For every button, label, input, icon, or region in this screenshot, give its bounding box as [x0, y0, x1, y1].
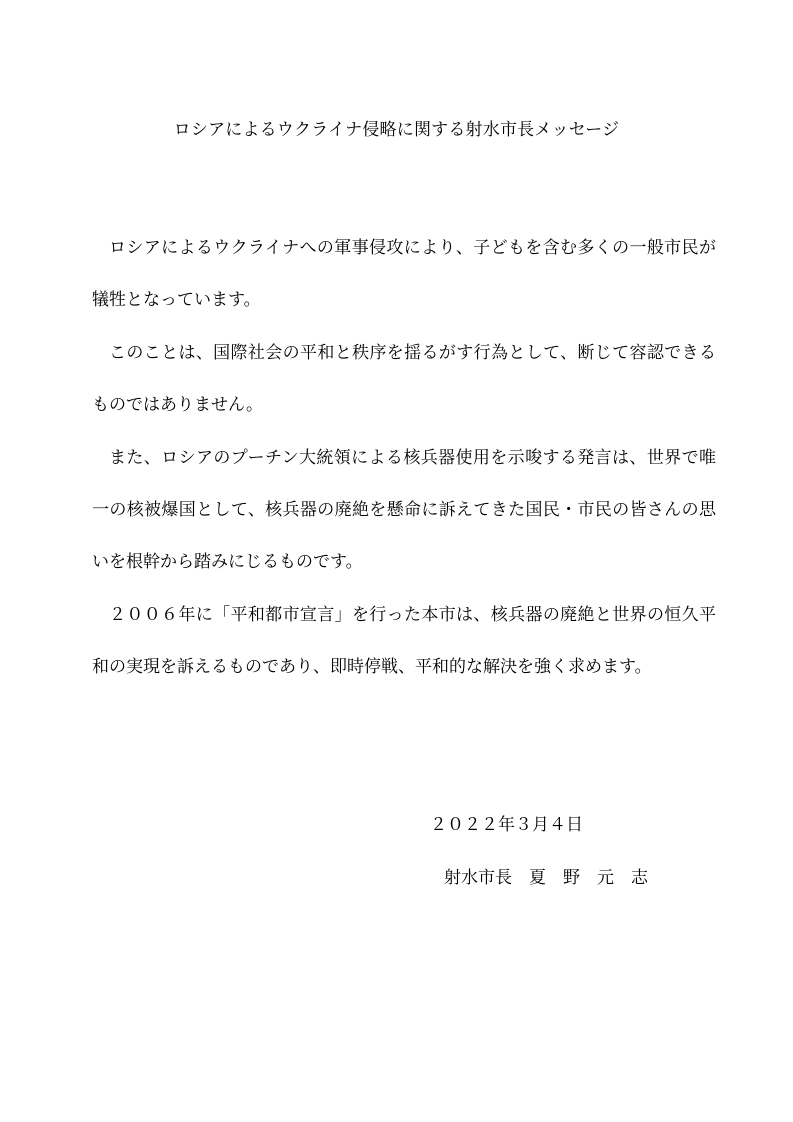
document-title: ロシアによるウクライナ侵略に関する射水市長メッセージ	[173, 120, 620, 140]
paragraph-4: ２００６年に「平和都市宣言」を行った本市は、核兵器の廃絶と世界の恒久平和の実現を訴えるものであり、即時停戦、平和的な解決を強く求めます。	[92, 604, 716, 678]
paragraph-3: また、ロシアのプーチン大統領による核兵器使用を示唆する発言は、世界で唯一の核被爆国として、核兵器の廃絶を懸命に訴えてきた国民・市民の皆さんの思いを根幹から踏みにじるものです。	[92, 447, 716, 573]
issue-date: ２０２２年３月４日	[430, 815, 583, 835]
signature: 射水市長 夏 野 元 志	[444, 868, 648, 888]
paragraph-1: ロシアによるウクライナへの軍事侵攻により、子どもを含む多くの一般市民が犠牲となっています。	[92, 238, 716, 311]
message-body	[92, 222, 716, 694]
paragraph-2: このことは、国際社会の平和と秩序を揺るがす行為として、断じて容認できるものではありません。	[92, 342, 716, 416]
